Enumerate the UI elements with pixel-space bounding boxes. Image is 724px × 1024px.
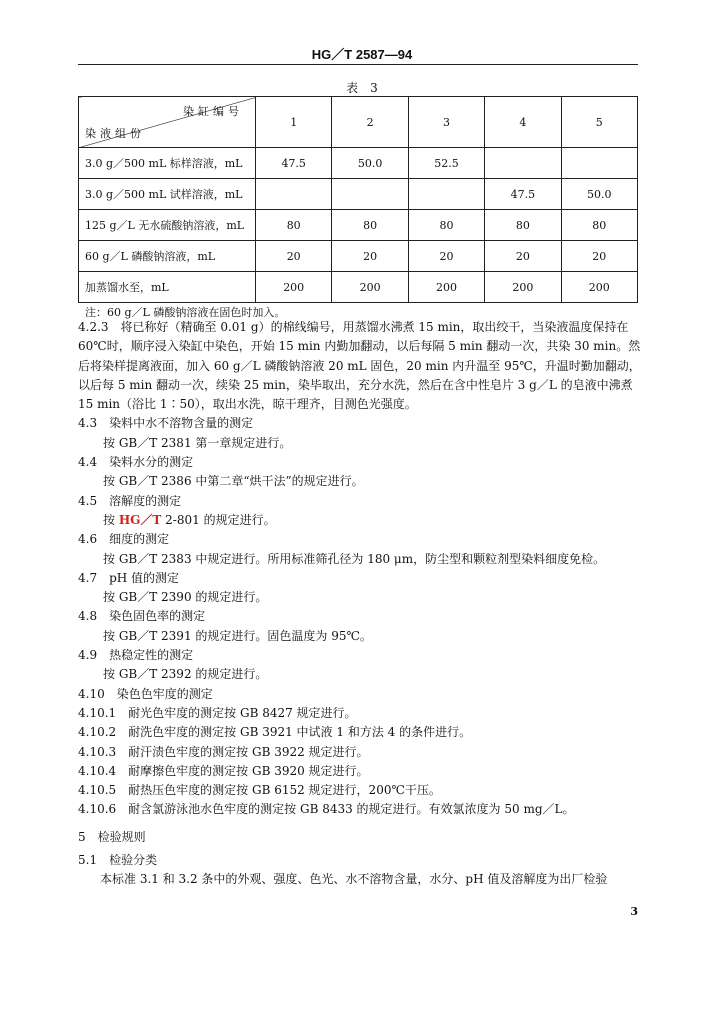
table-cell <box>485 148 561 179</box>
table-note: 注：60 g／L 磷酸钠溶液在固色时加入。 <box>85 306 286 319</box>
row-label: 3.0 g／500 mL 标样溶液，mL <box>79 148 256 179</box>
section-body: 按 GB／T 2381 第一章规定进行。 <box>103 435 292 450</box>
list-item: 4.10.3 耐汗渍色牢度的测定按 GB 3922 规定进行。 <box>78 744 369 759</box>
row-label: 125 g／L 无水硫酸钠溶液，mL <box>79 210 256 241</box>
corner-bottom-label: 染液组份 <box>85 127 145 140</box>
section-body: 按 GB／T 2390 的规定进行。 <box>103 590 268 605</box>
table-cell: 20 <box>332 241 408 272</box>
body-prefix: 按 <box>103 512 119 527</box>
header-rule <box>78 64 638 65</box>
section-heading: 4.9 热稳定性的测定 <box>78 648 194 663</box>
list-item: 4.10.6 耐含氯游泳池水色牢度的测定按 GB 8433 的规定进行。有效氯浓度为 50 mg／L。 <box>78 802 575 817</box>
table-cell <box>561 148 637 179</box>
column-header: 3 <box>408 97 484 148</box>
table-cell: 47.5 <box>256 148 332 179</box>
paragraph-line: 以后每 5 min 翻动一次，续染 25 min，染毕取出，充分水洗，然后在含中性皂片 3 g／L 的皂液中沸煮 <box>78 377 633 392</box>
section-heading: 4.3 染料中水不溶物含量的测定 <box>78 416 254 431</box>
section-heading: 4.10 染色色牢度的测定 <box>78 686 213 701</box>
table-cell: 80 <box>408 210 484 241</box>
table-cell: 200 <box>332 272 408 303</box>
section-body: 本标准 3.1 和 3.2 条中的外观、强度、色光、水不溶物含量，水分、pH 值及溶解度为出厂检验 <box>100 872 608 887</box>
table-cell: 20 <box>561 241 637 272</box>
section-heading: 4.5 溶解度的测定 <box>78 493 182 508</box>
row-label: 3.0 g／500 mL 试样溶液，mL <box>79 179 256 210</box>
section-heading: 4.6 细度的测定 <box>78 532 170 547</box>
table-cell: 80 <box>561 210 637 241</box>
column-header: 1 <box>256 97 332 148</box>
chapter-heading: 5 检验规则 <box>78 829 146 844</box>
paragraph-line: 15 min（浴比 1∶50），取出水洗，晾干理齐，目测色光强度。 <box>78 397 417 412</box>
section-body: 按 GB／T 2386 中第二章“烘干法”的规定进行。 <box>103 474 364 489</box>
table-header-row <box>79 97 638 148</box>
column-header: 5 <box>561 97 637 148</box>
table-title: 表 3 <box>346 81 378 95</box>
paragraph-line: 后将染样提离液面，加入 60 g／L 磷酸钠溶液 20 mL 固色，20 min 内升温至 95℃，升温时勤加翻动， <box>78 358 641 373</box>
table-cell <box>332 179 408 210</box>
table-cell: 20 <box>485 241 561 272</box>
table-row <box>79 272 638 303</box>
body-suffix: 2-801 的规定进行。 <box>161 512 276 527</box>
table-cell: 80 <box>485 210 561 241</box>
paragraph-line: 4.2.3 将已称好（精确至 0.01 g）的棉线编号，用蒸馏水沸煮 15 min，取出绞干，当染液温度保持在 <box>78 320 629 334</box>
section-heading: 4.7 pH 值的测定 <box>78 570 180 585</box>
table-cell: 200 <box>408 272 484 303</box>
table-cell <box>408 179 484 210</box>
table-cell <box>256 179 332 210</box>
table-row <box>79 241 638 272</box>
table-cell: 20 <box>408 241 484 272</box>
table-row <box>79 179 638 210</box>
document-body <box>78 318 644 890</box>
section-heading: 4.4 染料水分的测定 <box>78 455 194 470</box>
list-item: 4.10.1 耐光色牢度的测定按 GB 8427 规定进行。 <box>78 705 357 720</box>
paragraph-line: 60℃时，顺序浸入染缸中染色，开始 15 min 内勤加翻动，以后每隔 5 min 翻动一次，共染 30 min。然 <box>78 339 641 354</box>
table-row <box>79 210 638 241</box>
section-heading: 5.1 检验分类 <box>78 853 158 868</box>
table-row <box>79 148 638 179</box>
table-cell: 50.0 <box>561 179 637 210</box>
table-cell: 200 <box>485 272 561 303</box>
corner-top-label: 染缸编号 <box>183 105 243 118</box>
row-label: 60 g／L 磷酸钠溶液，mL <box>79 241 256 272</box>
dye-bath-table <box>78 96 638 303</box>
section-body: 按 GB／T 2383 中规定进行。所用标准筛孔径为 180 μm，防尘型和颗粒剂型染料细度免检。 <box>103 551 606 566</box>
list-item: 4.10.2 耐洗色牢度的测定按 GB 3921 中试液 1 和方法 4 的条件进行。 <box>78 725 472 740</box>
highlighted-standard-code: HG／T <box>118 512 162 527</box>
document-code-header: HG／T 2587—94 <box>311 47 413 62</box>
column-header: 2 <box>332 97 408 148</box>
corner-header-cell <box>79 97 256 148</box>
list-item: 4.10.5 耐热压色牢度的测定按 GB 6152 规定进行，200℃干压。 <box>78 783 441 798</box>
table-cell: 80 <box>256 210 332 241</box>
table-cell: 50.0 <box>332 148 408 179</box>
list-item: 4.10.4 耐摩擦色牢度的测定按 GB 3920 规定进行。 <box>78 763 369 778</box>
page-number: 3 <box>630 905 638 918</box>
section-body: 按 GB／T 2392 的规定进行。 <box>103 667 268 682</box>
table-cell: 20 <box>256 241 332 272</box>
column-header: 4 <box>485 97 561 148</box>
section-body <box>78 511 644 530</box>
table-cell: 80 <box>332 210 408 241</box>
section-heading: 4.8 染色固色率的测定 <box>78 609 206 624</box>
table-cell: 200 <box>561 272 637 303</box>
row-label: 加蒸馏水至，mL <box>79 272 256 303</box>
table-cell: 200 <box>256 272 332 303</box>
table-cell: 47.5 <box>485 179 561 210</box>
table-cell: 52.5 <box>408 148 484 179</box>
section-body: 按 GB／T 2391 的规定进行。固色温度为 95℃。 <box>103 628 372 643</box>
